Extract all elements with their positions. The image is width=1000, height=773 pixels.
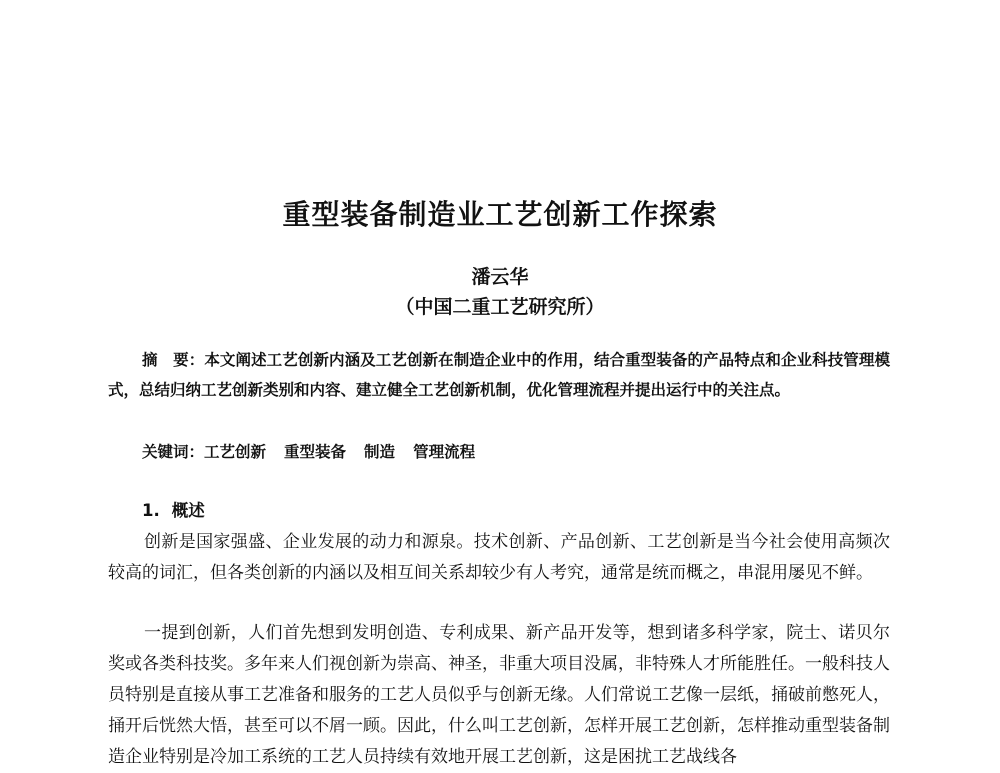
keyword: 重型装备 [284,442,347,461]
author-affiliation: （中国二重工艺研究所） [395,296,605,318]
keywords [142,437,890,467]
body-paragraph: 一提到创新，人们首先想到发明创造、专利成果、新产品开发等，想到诸多科学家，院士、诺贝尔奖或各类科技奖。多年来人们视创新为崇高、神圣，非重大项目没属，非特殊人才所能胜任。一般科技人员特别是直接从事工艺准备和服务的工艺人员似乎与创新无缘。人们常说工艺像一层纸，捅破前憋死人，捅开后恍然大悟，甚至可以不屑一顾。因此，什么叫工艺创新，怎样开展工艺创新，怎样推动重型装备制造企业特别是冷加工系统的工艺人员持续有效地开展工艺创新，这是困扰工艺战线各 [108,623,890,767]
keyword: 管理流程 [413,442,476,461]
keyword: 制造 [364,442,396,461]
abstract [108,345,890,404]
abstract-label: 摘 要： [142,351,205,369]
abstract-text: 本文阐述工艺创新内涵及工艺创新在制造企业中的作用，结合重型装备的产品特点和企业科技管理模式，总结归纳工艺创新类别和内容、建立健全工艺创新机制，优化管理流程并提出运行中的关注点。 [108,350,890,399]
author-name: 潘云华 [471,266,529,288]
article-title: 重型装备制造业工艺创新工作探索 [282,198,718,231]
section-heading [142,497,205,521]
keyword: 工艺创新 [204,442,267,461]
section-title: 概述 [171,501,205,520]
keywords-label: 关键词： [142,443,205,461]
section-number: 1. [142,501,160,520]
body-paragraph: 创新是国家强盛、企业发展的动力和源泉。技术创新、产品创新、工艺创新是当今社会使用高频次较高的词汇，但各类创新的内涵以及相互间关系却较少有人考究，通常是统而概之，串混用屡见不鲜。 [108,532,890,583]
